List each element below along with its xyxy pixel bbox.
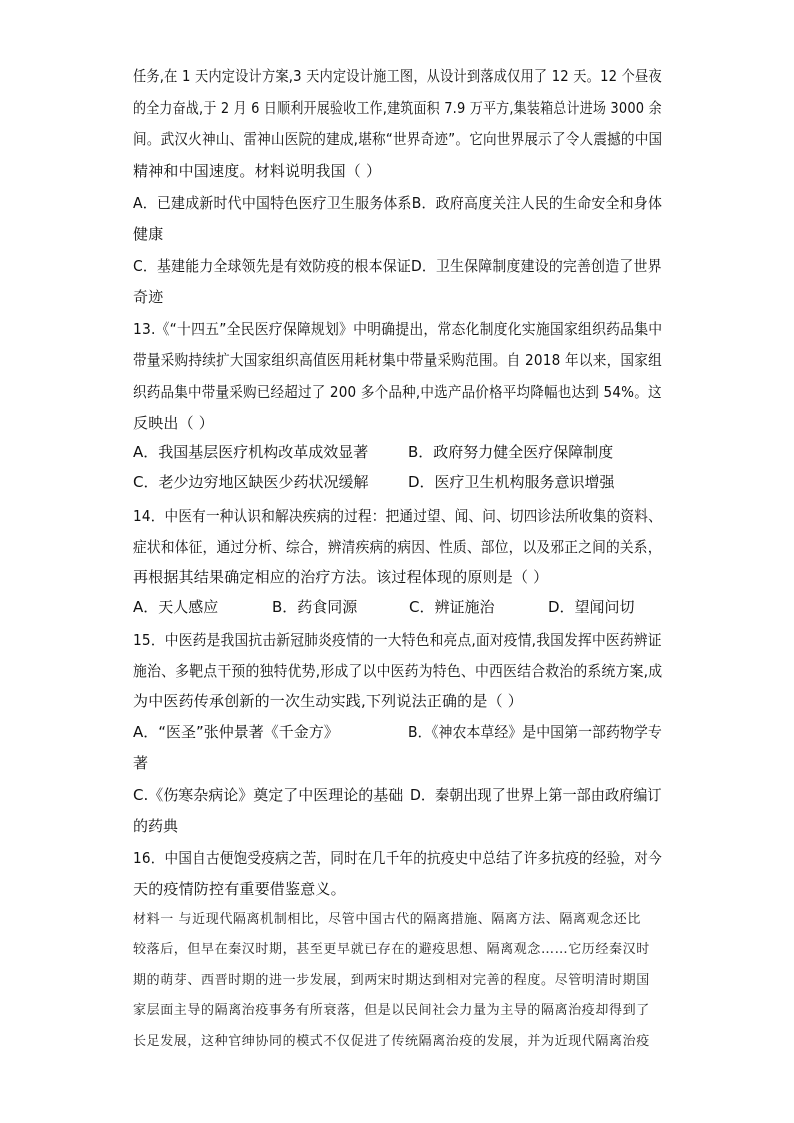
question-13-text-line: 带量采购持续扩大国家组织高值医用耗材集中带量采购范围。自 2018 年以来，国家组 (133, 351, 662, 369)
question-13-text-line: 织药品集中带量采购已经超过了 200 多个品种,中选产品价格平均降幅也达到 54%。这 (133, 383, 662, 401)
question-12-option-c-d: C．基建能力全球领先是有效防疫的根本保证D．卫生保障制度建设的完善创造了世界 (133, 257, 662, 275)
question-13-text-line: 反映出（ ） (133, 414, 214, 432)
material-text-line: 期的萌芽、西晋时期的进一步发展，到两宋时期达到相对完善的程度。尽管明清时期国 (133, 973, 650, 988)
question-15-text-line: 15．中医药是我国抗击新冠肺炎疫情的一大特色和亮点,面对疫情,我国发挥中医药辨证 (133, 631, 662, 649)
question-14-text-line: 14．中医有一种认识和解决疾病的过程：把通过望、闻、问、切四诊法所收集的资料、 (133, 507, 662, 525)
question-15-option-b: B．《神农本草经》是中国第一部药物学专 (408, 723, 662, 741)
question-16-text-line: 天的疫情防控有重要借鉴意义。 (133, 880, 346, 898)
question-14-option-d: D．望闻问切 (548, 598, 635, 616)
question-15-option-a: A．“医圣”张仲景著《千金方》 (133, 723, 339, 741)
question-15-option-d-cont: 的药典 (133, 817, 179, 835)
question-12-text-line: 的全力奋战,于 2 月 6 日顺利开展验收工作,建筑面积 7.9 万平方,集装箱总计进场 3000 余 (133, 99, 662, 117)
question-13-option-a: A．我国基层医疗机构改革成效显著 (133, 443, 369, 461)
question-14-option-b: B．药食同源 (272, 598, 358, 616)
material-text-line: 家层面主导的隔离治疫事务有所衰落，但是以民间社会力量为主导的隔离治疫却得到了 (133, 1003, 650, 1018)
material-text-line: 较落后，但早在秦汉时期，甚至更早就已存在的避疫思想、隔离观念……它历经秦汉时 (133, 942, 650, 957)
question-12-option-cont: 奇迹 (133, 288, 164, 306)
question-13-option-c: C．老少边穷地区缺医少药状况缓解 (133, 473, 369, 491)
question-16-text-line: 16．中国自古便饱受疫病之苦，同时在几千年的抗疫史中总结了许多抗疫的经验，对今 (133, 849, 662, 867)
question-15-text-line: 施治、多靶点干预的独特优势,形成了以中医药为特色、中西医结合救治的系统方案,成 (133, 662, 663, 680)
material-text-line: 材料一 与近现代隔离机制相比，尽管中国古代的隔离措施、隔离方法、隔离观念还比 (133, 912, 641, 927)
question-12-text-line: 任务,在 1 天内定设计方案,3 天内定设计施工图，从设计到落成仅用了 12 天。12 个昼夜 (133, 67, 662, 85)
question-12-option-cont: 健康 (133, 225, 164, 243)
question-13-text-line: 13.《“十四五”全民医疗保障规划》中明确提出，常态化制度化实施国家组织药品集中 (133, 320, 663, 338)
question-13-option-d: D．医疗卫生机构服务意识增强 (408, 473, 615, 491)
question-15-text-line: 为中医药传承创新的一次生动实践,下列说法正确的是（ ） (133, 692, 523, 710)
question-15-option-b-cont: 著 (133, 754, 149, 772)
question-12-option-a-b: A．已建成新时代中国特色医疗卫生服务体系B．政府高度关注人民的生命安全和身体 (133, 194, 663, 212)
question-14-text-line: 症状和体征，通过分析、综合，辨清疾病的病因、性质、部位，以及邪正之间的关系， (133, 538, 662, 556)
question-14-option-a: A．天人感应 (133, 598, 219, 616)
material-text-line: 长足发展，这种官绅协同的模式不仅促进了传统隔离治疫的发展，并为近现代隔离治疫 (133, 1034, 650, 1049)
question-14-option-c: C．辨证施治 (409, 598, 495, 616)
question-12-text-line: 间。武汉火神山、雷神山医院的建成,堪称“世界奇迹”。它向世界展示了令人震撼的中国 (133, 130, 663, 148)
question-13-option-b: B．政府努力健全医疗保障制度 (408, 443, 614, 461)
question-15-option-c: C.《伤寒杂病论》奠定了中医理论的基础 (133, 786, 404, 804)
question-12-text-line: 精神和中国速度。材料说明我国（ ） (133, 162, 382, 180)
question-14-text-line: 再根据其结果确定相应的治疗方法。该过程体现的原则是（ ） (133, 568, 549, 586)
question-15-option-d: D．秦朝出现了世界上第一部由政府编订 (410, 786, 662, 804)
